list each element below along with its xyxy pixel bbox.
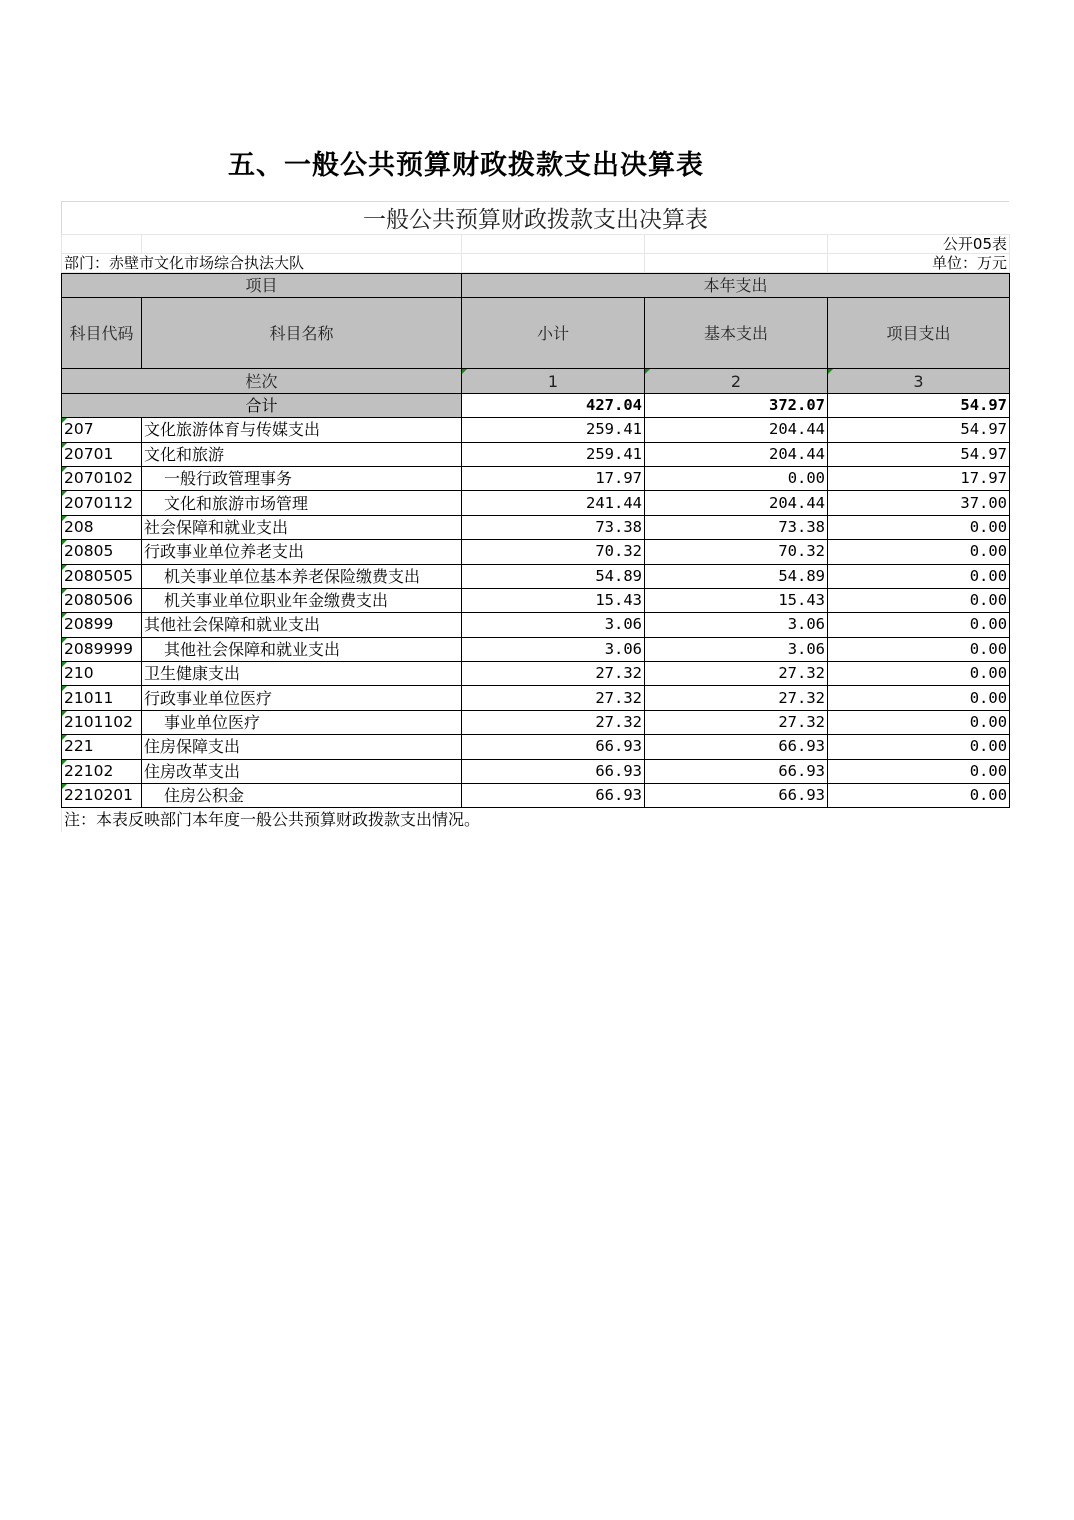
project-value: 0.00 [828,588,1010,612]
subject-name: 其他社会保障和就业支出 [142,613,462,637]
header-row-2 [62,298,1010,369]
subject-name: 住房保障支出 [142,735,462,759]
subject-code: 2070112 [62,491,142,515]
basic-value: 0.00 [645,466,828,490]
footnote: 注：本表反映部门本年度一般公共预算财政拨款支出情况。 [61,808,1009,832]
project-value: 54.97 [828,442,1010,466]
unit-label: 单位：万元 [828,254,1010,273]
header-code: 科目代码 [62,298,142,369]
subject-name: 住房公积金 [142,784,462,808]
table-row [62,613,1010,637]
header-basic: 基本支出 [645,298,828,369]
subject-code: 207 [62,418,142,442]
subject-code: 2080505 [62,564,142,588]
basic-value: 66.93 [645,759,828,783]
basic-value: 27.32 [645,686,828,710]
total-label: 合计 [62,393,462,417]
sheet-title: 一般公共预算财政拨款支出决算表 [61,201,1009,234]
total-subtotal: 427.04 [462,393,645,417]
project-value: 0.00 [828,735,1010,759]
subject-name: 文化旅游体育与传媒支出 [142,418,462,442]
header-subtotal: 小计 [462,298,645,369]
department-row [62,254,1010,273]
basic-value: 27.32 [645,662,828,686]
project-value: 17.97 [828,466,1010,490]
subtotal-value: 3.06 [462,637,645,661]
project-value: 0.00 [828,515,1010,539]
table-row [62,418,1010,442]
subject-code: 20805 [62,540,142,564]
table-row [62,564,1010,588]
column-number-3: 3 [828,369,1010,393]
subtotal-value: 54.89 [462,564,645,588]
basic-value: 54.89 [645,564,828,588]
basic-value: 73.38 [645,515,828,539]
subtotal-value: 66.93 [462,735,645,759]
basic-value: 15.43 [645,588,828,612]
subtotal-value: 15.43 [462,588,645,612]
column-number-2: 2 [645,369,828,393]
total-project: 54.97 [828,393,1010,417]
expenditure-table [61,273,1010,808]
subtotal-value: 27.32 [462,710,645,734]
subject-name: 社会保障和就业支出 [142,515,462,539]
subject-name: 行政事业单位医疗 [142,686,462,710]
subtotal-value: 66.93 [462,784,645,808]
subtotal-value: 73.38 [462,515,645,539]
table-row [62,466,1010,490]
header-row-1 [62,274,1010,298]
department-label: 部门：赤壁市文化市场综合执法大队 [62,254,462,273]
subject-code: 2210201 [62,784,142,808]
subject-name: 事业单位医疗 [142,710,462,734]
subject-code: 2089999 [62,637,142,661]
subject-code: 210 [62,662,142,686]
basic-value: 3.06 [645,613,828,637]
subtotal-value: 70.32 [462,540,645,564]
basic-value: 27.32 [645,710,828,734]
sheet-meta-table [61,234,1010,273]
basic-value: 204.44 [645,491,828,515]
subtotal-value: 259.41 [462,418,645,442]
subtotal-value: 66.93 [462,759,645,783]
subject-code: 20701 [62,442,142,466]
subject-name: 住房改革支出 [142,759,462,783]
subtotal-value: 3.06 [462,613,645,637]
table-row [62,637,1010,661]
data-rows [62,418,1010,808]
table-row [62,515,1010,539]
total-basic: 372.07 [645,393,828,417]
form-number: 公开05表 [828,235,1010,254]
project-value: 0.00 [828,784,1010,808]
project-value: 0.00 [828,540,1010,564]
header-name: 科目名称 [142,298,462,369]
project-value: 0.00 [828,613,1010,637]
project-value: 0.00 [828,686,1010,710]
budget-sheet [61,201,1009,832]
project-value: 0.00 [828,637,1010,661]
basic-value: 204.44 [645,442,828,466]
column-order-row [62,369,1010,393]
total-row [62,393,1010,417]
project-value: 54.97 [828,418,1010,442]
project-value: 0.00 [828,759,1010,783]
project-value: 0.00 [828,710,1010,734]
subject-name: 卫生健康支出 [142,662,462,686]
subject-code: 2101102 [62,710,142,734]
subject-name: 一般行政管理事务 [142,466,462,490]
basic-value: 70.32 [645,540,828,564]
basic-value: 3.06 [645,637,828,661]
table-row [62,686,1010,710]
subject-code: 22102 [62,759,142,783]
column-order-label: 栏次 [62,369,462,393]
header-project: 项目支出 [828,298,1010,369]
subtotal-value: 27.32 [462,662,645,686]
basic-value: 204.44 [645,418,828,442]
header-item: 项目 [62,274,462,298]
subject-code: 20899 [62,613,142,637]
subject-name: 机关事业单位基本养老保险缴费支出 [142,564,462,588]
table-row [62,442,1010,466]
table-row [62,662,1010,686]
subject-name: 文化和旅游 [142,442,462,466]
project-value: 0.00 [828,564,1010,588]
basic-value: 66.93 [645,735,828,759]
subject-name: 行政事业单位养老支出 [142,540,462,564]
subject-name: 其他社会保障和就业支出 [142,637,462,661]
header-current-year: 本年支出 [462,274,1010,298]
subject-name: 文化和旅游市场管理 [142,491,462,515]
project-value: 0.00 [828,662,1010,686]
table-row [62,540,1010,564]
form-no-row [62,235,1010,254]
subject-name: 机关事业单位职业年金缴费支出 [142,588,462,612]
subject-code: 208 [62,515,142,539]
subtotal-value: 259.41 [462,442,645,466]
table-row [62,710,1010,734]
table-row [62,759,1010,783]
subject-code: 2080506 [62,588,142,612]
table-row [62,735,1010,759]
table-row [62,784,1010,808]
table-row [62,491,1010,515]
subtotal-value: 27.32 [462,686,645,710]
column-number-1: 1 [462,369,645,393]
page-title: 五、一般公共预算财政拨款支出决算表 [228,150,704,181]
table-row [62,588,1010,612]
subject-code: 2070102 [62,466,142,490]
subtotal-value: 241.44 [462,491,645,515]
basic-value: 66.93 [645,784,828,808]
project-value: 37.00 [828,491,1010,515]
subject-code: 221 [62,735,142,759]
subject-code: 21011 [62,686,142,710]
subtotal-value: 17.97 [462,466,645,490]
